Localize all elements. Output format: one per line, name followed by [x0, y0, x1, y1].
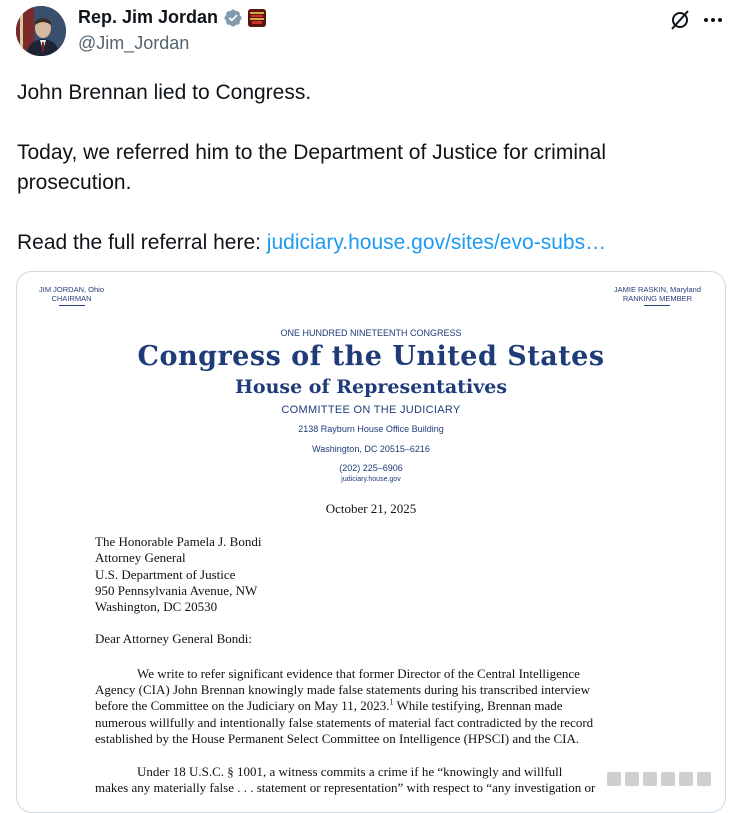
congress-number: ONE HUNDRED NINETEENTH CONGRESS: [280, 328, 462, 338]
verified-badge-icon[interactable]: [223, 8, 243, 28]
display-name[interactable]: Rep. Jim Jordan: [78, 7, 219, 27]
letter-date: October 21, 2025: [325, 501, 417, 516]
para-line: Agency (CIA) John Brennan knowingly made false statements during his transcribed interview: [95, 682, 590, 698]
para-line: before the Committee on the Judiciary on May 11, 2023.: [95, 698, 390, 714]
grok-icon[interactable]: [668, 8, 692, 32]
para-line: Under 18 U.S.C. § 1001, a witness commits a crime if he “knowingly and willfull: [137, 764, 563, 779]
letterhead-city: Washington, DC 20515–6216: [312, 444, 430, 454]
letterhead-committee: COMMITTEE ON THE JUDICIARY: [281, 404, 461, 416]
salutation: Dear Attorney General Bondi:: [95, 631, 253, 646]
chair-title: CHAIRMAN: [51, 294, 92, 303]
chair-name: JIM JORDAN, Ohio: [39, 285, 105, 294]
profile-avatar[interactable]: [16, 6, 66, 56]
footnote-marker: 1: [389, 698, 394, 708]
ranking-member-block: [614, 285, 701, 306]
para-line: We write to refer significant evidence that former Director of the Central Intelligence: [137, 666, 580, 681]
body-paragraph-2: [95, 764, 655, 796]
author-handle[interactable]: @Jim_Jordan: [78, 33, 190, 53]
addressee-line: The Honorable Pamela J. Bondi: [95, 534, 262, 549]
para-line: While testifying, Brennan made: [393, 698, 563, 714]
addressee-line: Washington, DC 20530: [95, 599, 218, 615]
letterhead-title: Congress of the United States: [137, 341, 605, 372]
para-line: numerous willfully and intentionally false statements of material fact contradicted by the record: [95, 714, 594, 730]
addressee-block: [95, 534, 261, 615]
attached-document-image[interactable]: [16, 271, 726, 813]
addressee-line: Attorney General: [95, 550, 186, 566]
more-options-icon[interactable]: [700, 8, 726, 32]
letterhead-house: House of Representatives: [234, 376, 508, 398]
letterhead-phone: (202) 225–6906: [339, 463, 403, 473]
addressee-line: 950 Pennsylvania Avenue, NW: [95, 582, 258, 598]
tweet-line: Today, we referred him to the Department of Justice for criminal: [17, 141, 607, 164]
referral-link[interactable]: judiciary.house.gov/sites/evo-subs…: [266, 231, 607, 254]
letterhead-website: judiciary.house.gov: [341, 476, 401, 483]
link-prefix: Read the full referral here:: [17, 231, 267, 254]
house-judiciary-affiliate-icon[interactable]: [248, 9, 266, 27]
body-paragraph-1: [95, 666, 655, 747]
tweet-line: prosecution.: [17, 171, 132, 194]
ranking-name: JAMIE RASKIN, Maryland: [613, 285, 701, 294]
addressee-line: U.S. Department of Justice: [95, 566, 236, 582]
tweet-line: [17, 228, 717, 258]
para-line: established by the House Permanent Select Committee on Intelligence (HPSCI) and the CIA.: [95, 730, 580, 746]
tweet-line: John Brennan lied to Congress.: [17, 81, 312, 104]
author-name-row: [78, 7, 266, 28]
tweet-text: [17, 78, 717, 258]
watermark-icon: [607, 768, 717, 790]
chairman-block: [39, 285, 104, 306]
referral-letter: [17, 272, 725, 812]
ranking-title: RANKING MEMBER: [622, 294, 693, 303]
letterhead-address: 2138 Rayburn House Office Building: [298, 424, 444, 434]
para-line: makes any materially false . . . statement or representation” with respect to “any investigation or: [95, 780, 596, 796]
